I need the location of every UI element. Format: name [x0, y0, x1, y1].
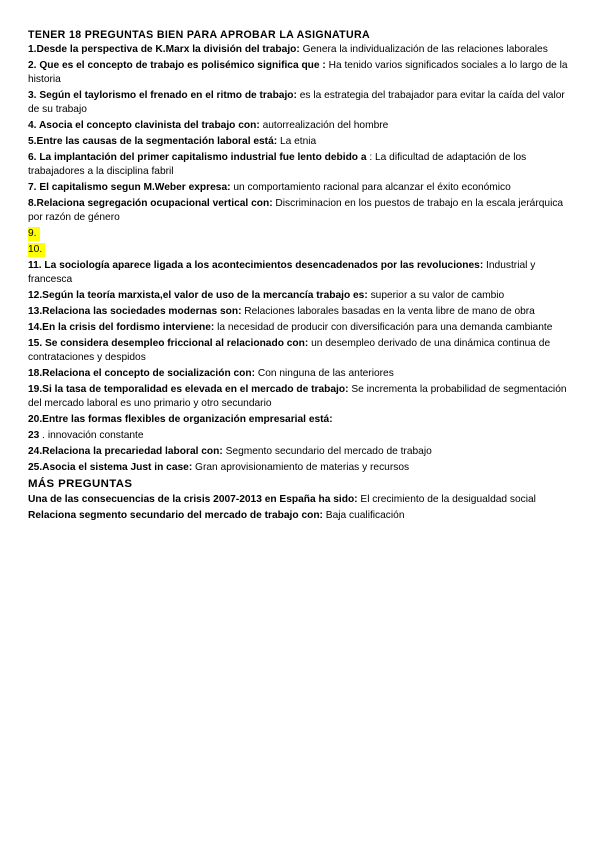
question-text: 4. Asocia el concepto clavinista del trabajo con: — [28, 120, 260, 131]
question-text: 9. — [28, 228, 37, 239]
question-text: 6. La implantación del primer capitalismo industrial fue lento debido a — [28, 152, 367, 163]
question-text: 13.Relaciona las sociedades modernas son: — [28, 306, 242, 317]
question-item — [28, 227, 574, 241]
highlighted-number — [28, 227, 40, 241]
question-item — [28, 429, 574, 443]
question-text: 15. Se considera desempleo friccional al relacionado con: — [28, 338, 309, 349]
question-item — [28, 337, 574, 365]
question-item — [28, 43, 574, 57]
question-text: 3. Según el taylorismo el frenado en el ritmo de trabajo: — [28, 90, 297, 101]
question-item — [28, 135, 574, 149]
answer-text: Con ninguna de las anteriores — [255, 368, 394, 379]
question-item — [28, 89, 574, 117]
question-text: 7. El capitalismo segun M.Weber expresa: — [28, 182, 231, 193]
question-text: 20.Entre las formas flexibles de organización empresarial está: — [28, 414, 333, 425]
question-item — [28, 197, 574, 225]
question-item — [28, 151, 574, 179]
answer-text: es la estrategia del trabajador para evitar la caída del valor de su trabajo — [28, 90, 565, 115]
question-item — [28, 445, 574, 459]
more-questions-heading: MÁS PREGUNTAS — [28, 478, 133, 490]
answer-text: Segmento secundario del mercado de trabajo — [222, 446, 432, 457]
question-item — [28, 289, 574, 303]
question-item — [28, 59, 574, 87]
question-text: 25.Asocia el sistema Just in case: — [28, 462, 193, 473]
answer-text: Genera la individualización de las relaciones laborales — [299, 44, 548, 55]
document-title: TENER 18 PREGUNTAS BIEN PARA APROBAR LA ASIGNATURA — [28, 29, 370, 41]
answer-text: Relaciones laborales basadas en la venta libre de mano de obra — [241, 306, 535, 317]
answer-text: un comportamiento racional para alcanzar el éxito económico — [230, 182, 511, 193]
question-item — [28, 119, 574, 133]
question-item — [28, 413, 574, 427]
highlighted-number — [28, 243, 45, 257]
question-text: 1.Desde la perspectiva de K.Marx la división del trabajo: — [28, 44, 300, 55]
answer-text: Gran aprovisionamiento de materias y recursos — [192, 462, 410, 473]
answer-text: Ha tenido varios significados sociales a lo largo de la historia — [28, 60, 568, 85]
question-item — [28, 367, 574, 381]
answer-text: la necesidad de producir con diversificación para una demanda cambiante — [214, 322, 553, 333]
question-text: 24.Relaciona la precariedad laboral con: — [28, 446, 223, 457]
question-text: 12.Según la teoría marxista,el valor de uso de la mercancía trabajo es: — [28, 290, 368, 301]
answer-text: . innovación constante — [39, 430, 144, 441]
question-text: 2. Que es el concepto de trabajo es polisémico significa que : — [28, 60, 326, 71]
question-text: 8.Relaciona segregación ocupacional vertical con: — [28, 198, 273, 209]
question-text: 14.En la crisis del fordismo interviene: — [28, 322, 215, 333]
question-list — [28, 43, 574, 475]
question-text: 19.Si la tasa de temporalidad es elevada en el mercado de trabajo: — [28, 384, 349, 395]
question-item — [28, 181, 574, 195]
question-item — [28, 321, 574, 335]
question-item — [28, 243, 574, 257]
answer-text: Se incrementa la probabilidad de segmentación del mercado laboral es uno primario y otro secundario — [28, 384, 567, 409]
answer-text: El crecimiento de la desigualdad social — [357, 494, 536, 505]
question-text: Una de las consecuencias de la crisis 2007-2013 en España ha sido: — [28, 494, 358, 505]
question-text: 5.Entre las causas de la segmentación laboral está: — [28, 136, 278, 147]
answer-text: autorrealización del hombre — [259, 120, 389, 131]
question-text: Relaciona segmento secundario del mercado de trabajo con: — [28, 510, 323, 521]
answer-text: La etnia — [277, 136, 317, 147]
answer-text: un desempleo derivado de una dinámica continua de contrataciones y despidos — [28, 338, 551, 363]
answer-text: Industrial y francesca — [28, 260, 536, 285]
question-text: 10. — [28, 244, 43, 255]
answer-text: Baja cualificación — [322, 510, 405, 521]
answer-text: Discriminacion en los puestos de trabajo en la escala jerárquica por razón de género — [28, 198, 564, 223]
answer-text: superior a su valor de cambio — [367, 290, 505, 301]
question-item — [28, 493, 574, 507]
question-text: 18.Relaciona el concepto de socialización con: — [28, 368, 256, 379]
question-item — [28, 305, 574, 319]
more-question-list — [28, 493, 574, 523]
question-item — [28, 383, 574, 411]
question-text: 23 — [28, 430, 40, 441]
question-item — [28, 259, 574, 287]
answer-text: : La dificultad de adaptación de los trabajadores a la disciplina fabril — [28, 152, 527, 177]
question-item — [28, 461, 574, 475]
question-item — [28, 509, 574, 523]
question-text: 11. La sociología aparece ligada a los acontecimientos desencadenados por las revoluciones: — [28, 260, 484, 271]
